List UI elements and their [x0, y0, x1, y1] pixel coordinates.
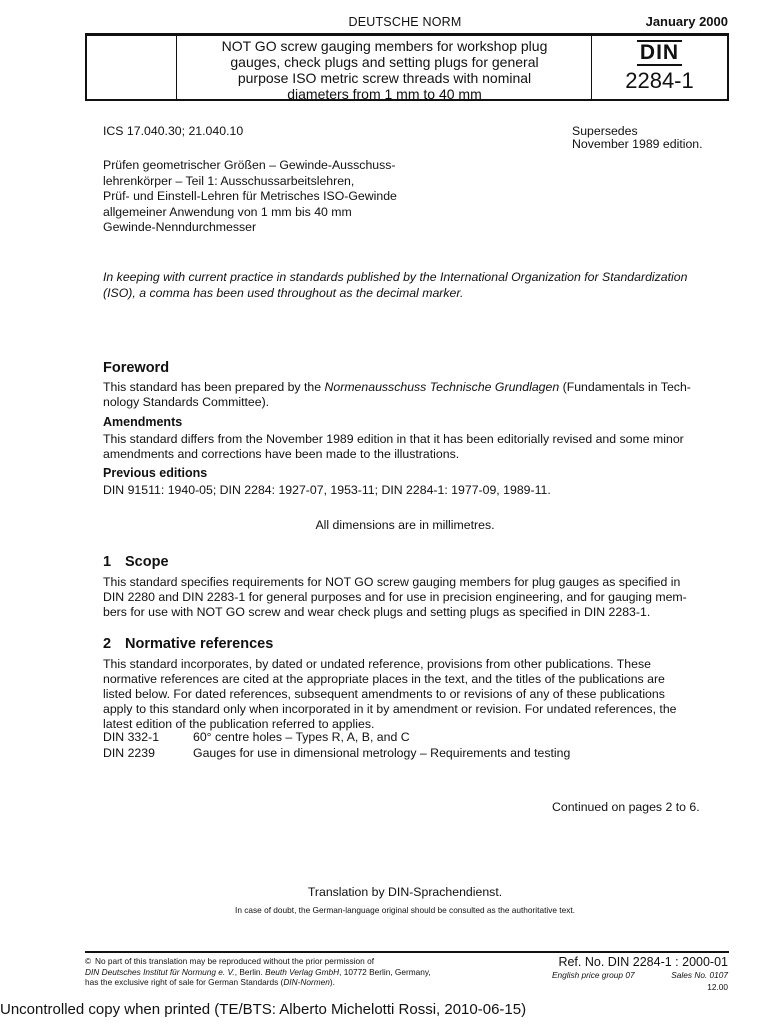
german-title-line: Gewinde-Nenndurchmesser — [103, 220, 257, 234]
normative-references-heading — [103, 636, 273, 652]
foreword-text: (Fundamentals in Tech- — [559, 380, 691, 394]
copyright-line: ). — [329, 977, 335, 987]
document-type-label: DEUTSCHE NORM — [348, 15, 462, 29]
copyright-org: DIN Deutsches Institut für Normung e. V. — [85, 966, 235, 977]
foreword-text: nology Standards Committee). — [103, 395, 270, 409]
reference-entry — [103, 746, 570, 760]
amendments-line: This standard differs from the November 1989 edition in that it has been editorially revised and some minor — [103, 432, 684, 446]
copyright-notice — [85, 956, 431, 988]
previous-editions-heading: Previous editions — [103, 466, 208, 480]
previous-editions-list: DIN 91511: 1940-05; DIN 2284: 1927-07, 1953-11; DIN 2284-1: 1977-09, 1989-11. — [103, 483, 551, 497]
normative-line: latest edition of the publication referred to applies. — [103, 717, 375, 731]
din-logo: DIN — [637, 40, 682, 66]
translation-note: Translation by DIN-Sprachendienst. — [307, 885, 503, 899]
reference-code: DIN 332-1 — [103, 730, 160, 744]
copyright-line: , Berlin. — [234, 966, 266, 977]
normative-line: apply to this standard only when incorporated in it by amendment or revision. For undated references, the — [103, 702, 677, 716]
copyright-line: No part of this translation may be reproduced without the prior permission of — [95, 956, 375, 966]
scope-line: This standard specifies requirements for NOT GO screw gauging members for plug gauges as specified in — [103, 575, 681, 589]
title-block-left-cell — [87, 36, 177, 99]
decimal-marker-note — [103, 270, 687, 301]
scope-line: DIN 2280 and DIN 2283-1 for general purposes and for use in precision engineering, and for gauging mem- — [103, 590, 687, 604]
amendments-line: amendments and corrections have been made to the illustrations. — [103, 447, 460, 461]
decimal-note-line: (ISO), a comma has been used throughout as the decimal marker. — [103, 285, 464, 300]
title-line: purpose ISO metric screw threads with nominal — [237, 70, 532, 86]
section-title: Normative references — [125, 636, 274, 652]
german-title-line: allgemeiner Anwendung von 1 mm bis 40 mm — [103, 204, 352, 219]
reference-title: Gauges for use in dimensional metrology – Requirements and testing — [193, 746, 571, 760]
publication-date: January 2000 — [645, 14, 728, 29]
copyright-publisher: Beuth Verlag GmbH — [265, 966, 340, 977]
scope-paragraph — [103, 575, 687, 620]
title-line: diameters from 1 mm to 40 mm — [287, 86, 482, 102]
footer-divider — [85, 951, 729, 953]
title-line: gauges, check plugs and setting plugs for general — [230, 54, 539, 70]
amendments-paragraph — [103, 432, 684, 462]
copyright-line: has the exclusive right of sale for German Standards ( — [85, 977, 284, 987]
title-block — [85, 33, 729, 101]
copyright-icon: © — [85, 956, 92, 966]
reference-entry — [103, 730, 410, 744]
section-number: 2 — [103, 636, 112, 652]
normative-line: This standard incorporates, by dated or undated reference, provisions from other publications. These — [103, 657, 651, 671]
document-title — [177, 38, 592, 102]
copyright-line: , 10772 Berlin, Germany, — [339, 966, 431, 977]
normative-line: normative references are cited at the appropriate places in the text, and the titles of the publications are — [103, 672, 665, 686]
continued-note: Continued on pages 2 to 6. — [552, 800, 700, 814]
scope-line: bers for use with NOT GO screw and wear check plugs and setting plugs as specified in DIN 2283-1. — [103, 605, 651, 619]
reference-title: 60° centre holes – Types R, A, B, and C — [193, 730, 410, 744]
reference-code: DIN 2239 — [103, 746, 155, 760]
sales-number: Sales No. 0107 — [671, 970, 728, 980]
german-title-line: Prüf- und Einstell-Lehren für Metrisches ISO-Gewinde — [103, 189, 397, 203]
foreword-heading: Foreword — [103, 360, 170, 376]
foreword-text: This standard has been prepared by the — [103, 380, 325, 394]
uncontrolled-copy-notice: Uncontrolled copy when printed (TE/BTS: Alberto Michelotti Rossi, 2010-06-15) — [0, 1001, 527, 1018]
supersedes-edition: November 1989 edition. — [572, 137, 703, 151]
ics-code: ICS 17.040.30; 21.040.10 — [103, 124, 244, 138]
section-number: 1 — [103, 554, 112, 570]
section-title: Scope — [125, 554, 169, 570]
decimal-note-line: In keeping with current practice in standards published by the International Organization for Standardization — [103, 270, 688, 284]
committee-name: Normenausschuss Technische Grundlagen — [324, 380, 560, 394]
version-code: 12.00 — [707, 982, 728, 992]
supersedes-label: Supersedes — [572, 124, 638, 138]
price-group: English price group 07 — [552, 970, 635, 980]
foreword-paragraph — [103, 380, 691, 410]
normative-line: listed below. For dated references, subsequent amendments to or revisions of any of these publications — [103, 687, 665, 701]
german-title — [103, 158, 397, 236]
scope-heading — [103, 554, 169, 570]
standard-id-cell — [591, 36, 727, 99]
copyright-line: DIN-Normen — [283, 977, 330, 987]
reference-number: Ref. No. DIN 2284-1 : 2000-01 — [558, 955, 728, 969]
authoritative-text-note: In case of doubt, the German-language original should be consulted as the authoritative text. — [235, 905, 575, 915]
amendments-heading: Amendments — [103, 415, 183, 429]
standard-number: 2284-1 — [625, 68, 694, 93]
title-line: NOT GO screw gauging members for workshop plug — [221, 38, 548, 54]
german-title-line: Prüfen geometrischer Größen – Gewinde-Ausschuss- — [103, 158, 396, 172]
dimensions-note: All dimensions are in millimetres. — [315, 518, 495, 532]
normative-paragraph — [103, 657, 677, 732]
german-title-line: lehrenkörper – Teil 1: Ausschussarbeitslehren, — [103, 173, 355, 188]
